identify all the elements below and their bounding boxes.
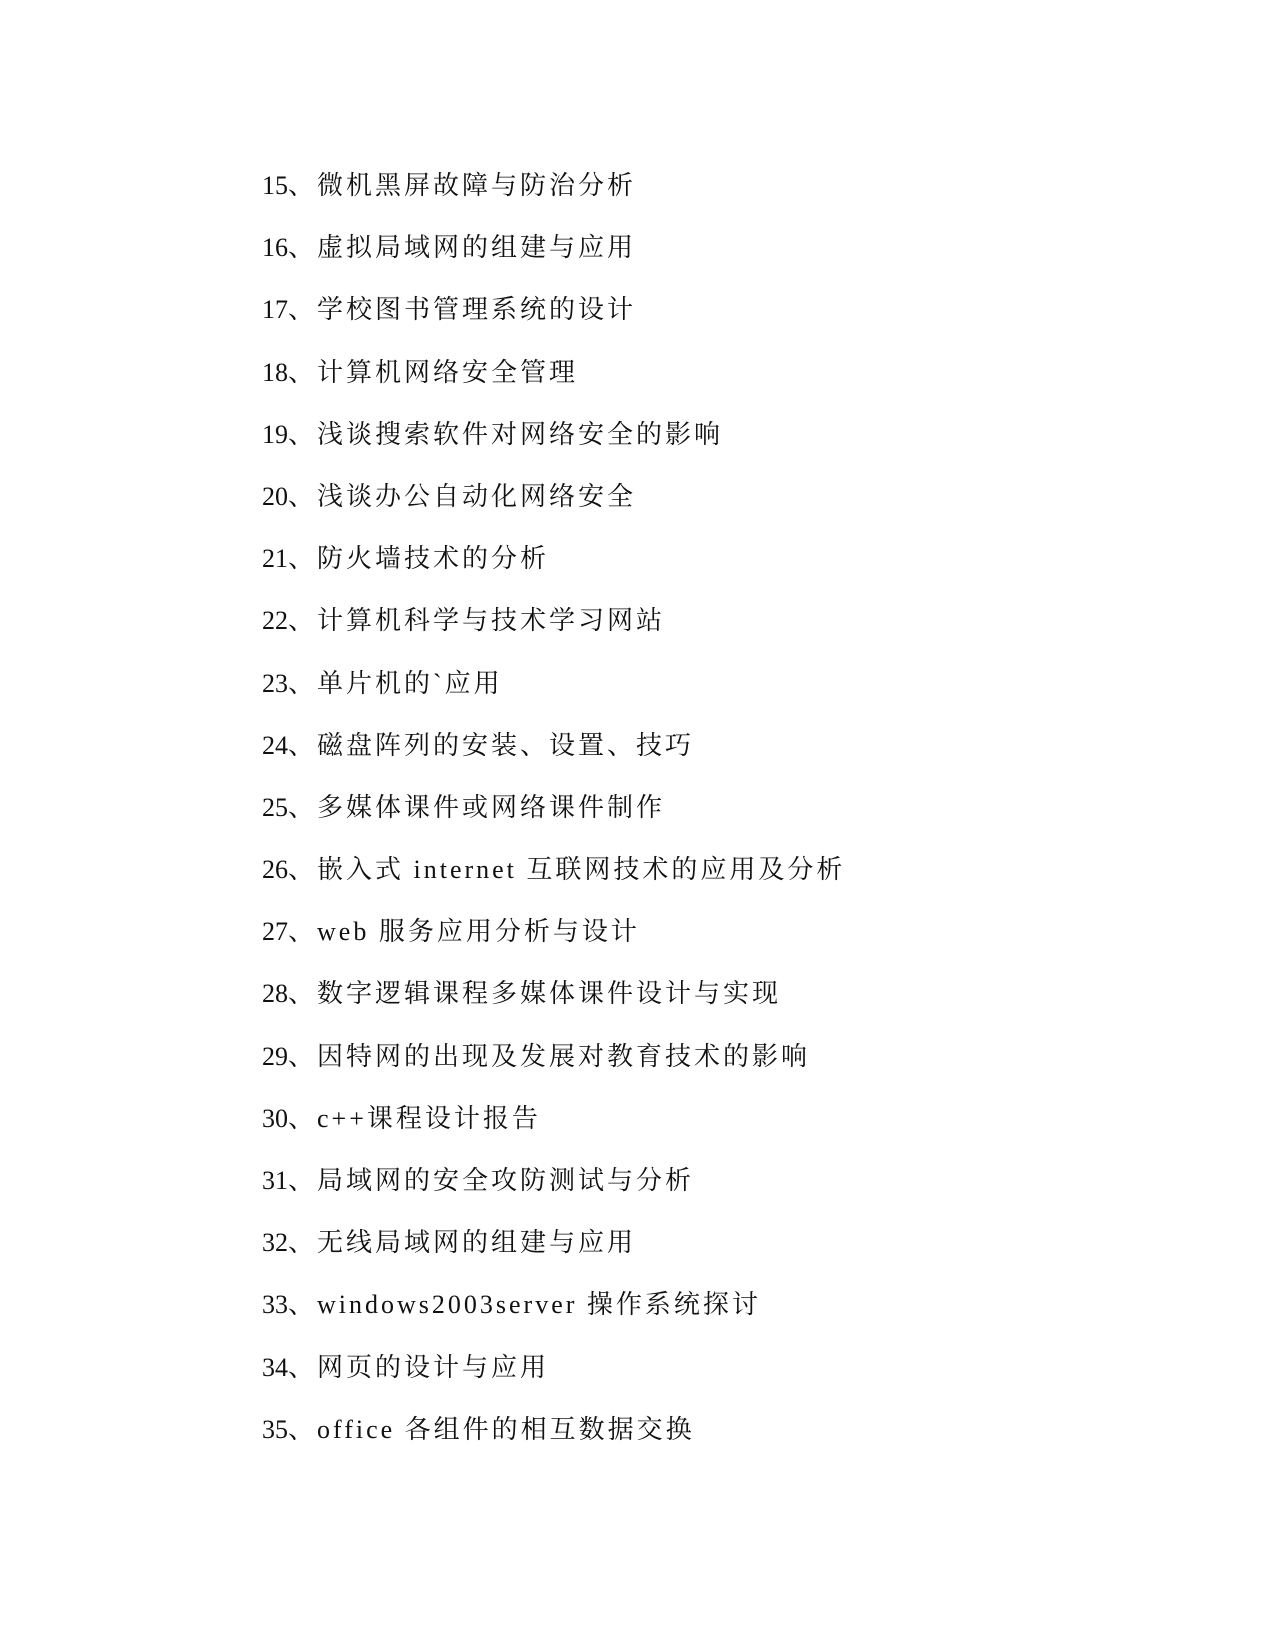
item-number: 25 [262, 792, 288, 822]
item-text: 、c++课程设计报告 [288, 1103, 541, 1133]
item-number: 23 [262, 668, 288, 698]
item-text: 、浅谈办公自动化网络安全 [288, 481, 637, 511]
item-text: 、磁盘阵列的安装、设置、技巧 [288, 730, 695, 760]
item-number: 24 [262, 730, 288, 760]
item-text: 、微机黑屏故障与防治分析 [288, 171, 637, 200]
list-item [262, 1037, 845, 1099]
item-text: 、office 各组件的相互数据交换 [288, 1414, 695, 1444]
item-text: 、嵌入式 internet 互联网技术的应用及分析 [288, 855, 846, 885]
item-text: 、防火墙技术的分析 [288, 544, 550, 574]
list-item [262, 1348, 845, 1410]
item-number: 31 [262, 1166, 288, 1195]
item-number: 33 [262, 1290, 288, 1320]
item-number: 16 [262, 233, 288, 263]
item-text: 、计算机科学与技术学习网站 [288, 606, 666, 636]
item-number: 22 [262, 606, 288, 636]
item-number: 34 [262, 1352, 288, 1382]
item-number: 30 [262, 1103, 288, 1133]
item-number: 20 [262, 481, 288, 511]
topic-list [262, 166, 845, 1472]
list-item [262, 850, 845, 912]
list-item [262, 912, 845, 974]
item-text: 、局域网的安全攻防测试与分析 [288, 1166, 695, 1195]
list-item [262, 974, 845, 1036]
list-item [262, 353, 845, 415]
item-text: 、网页的设计与应用 [288, 1352, 550, 1382]
list-item [262, 166, 845, 228]
item-text: 、计算机网络安全管理 [288, 357, 579, 387]
item-number: 19 [262, 419, 288, 449]
item-text: 、单片机的`应用 [288, 668, 503, 698]
item-text: 、浅谈搜索软件对网络安全的影响 [288, 419, 724, 449]
item-number: 17 [262, 295, 288, 325]
list-item [262, 415, 845, 477]
list-item [262, 1223, 845, 1285]
item-text: 、windows2003server 操作系统探讨 [288, 1290, 761, 1320]
item-number: 18 [262, 357, 288, 387]
item-number: 27 [262, 917, 288, 947]
list-item [262, 601, 845, 663]
item-number: 35 [262, 1414, 288, 1444]
list-item [262, 1285, 845, 1347]
item-text: 、无线局域网的组建与应用 [288, 1228, 637, 1258]
item-number: 15 [262, 171, 288, 200]
item-number: 28 [262, 979, 288, 1009]
list-item [262, 788, 845, 850]
item-number: 29 [262, 1041, 288, 1071]
list-item [262, 290, 845, 352]
item-number: 26 [262, 855, 288, 885]
list-item [262, 726, 845, 788]
item-text: 、因特网的出现及发展对教育技术的影响 [288, 1041, 811, 1071]
item-text: 、学校图书管理系统的设计 [288, 295, 637, 325]
item-text: 、数字逻辑课程多媒体课件设计与实现 [288, 979, 782, 1009]
item-text: 、web 服务应用分析与设计 [288, 917, 640, 947]
list-item [262, 228, 845, 290]
list-item [262, 1161, 845, 1223]
list-item [262, 477, 845, 539]
list-item [262, 664, 845, 726]
item-text: 、多媒体课件或网络课件制作 [288, 792, 666, 822]
item-number: 32 [262, 1228, 288, 1258]
list-item [262, 539, 845, 601]
list-item [262, 1099, 845, 1161]
item-number: 21 [262, 544, 288, 574]
list-item [262, 1410, 845, 1472]
item-text: 、虚拟局域网的组建与应用 [288, 233, 637, 263]
